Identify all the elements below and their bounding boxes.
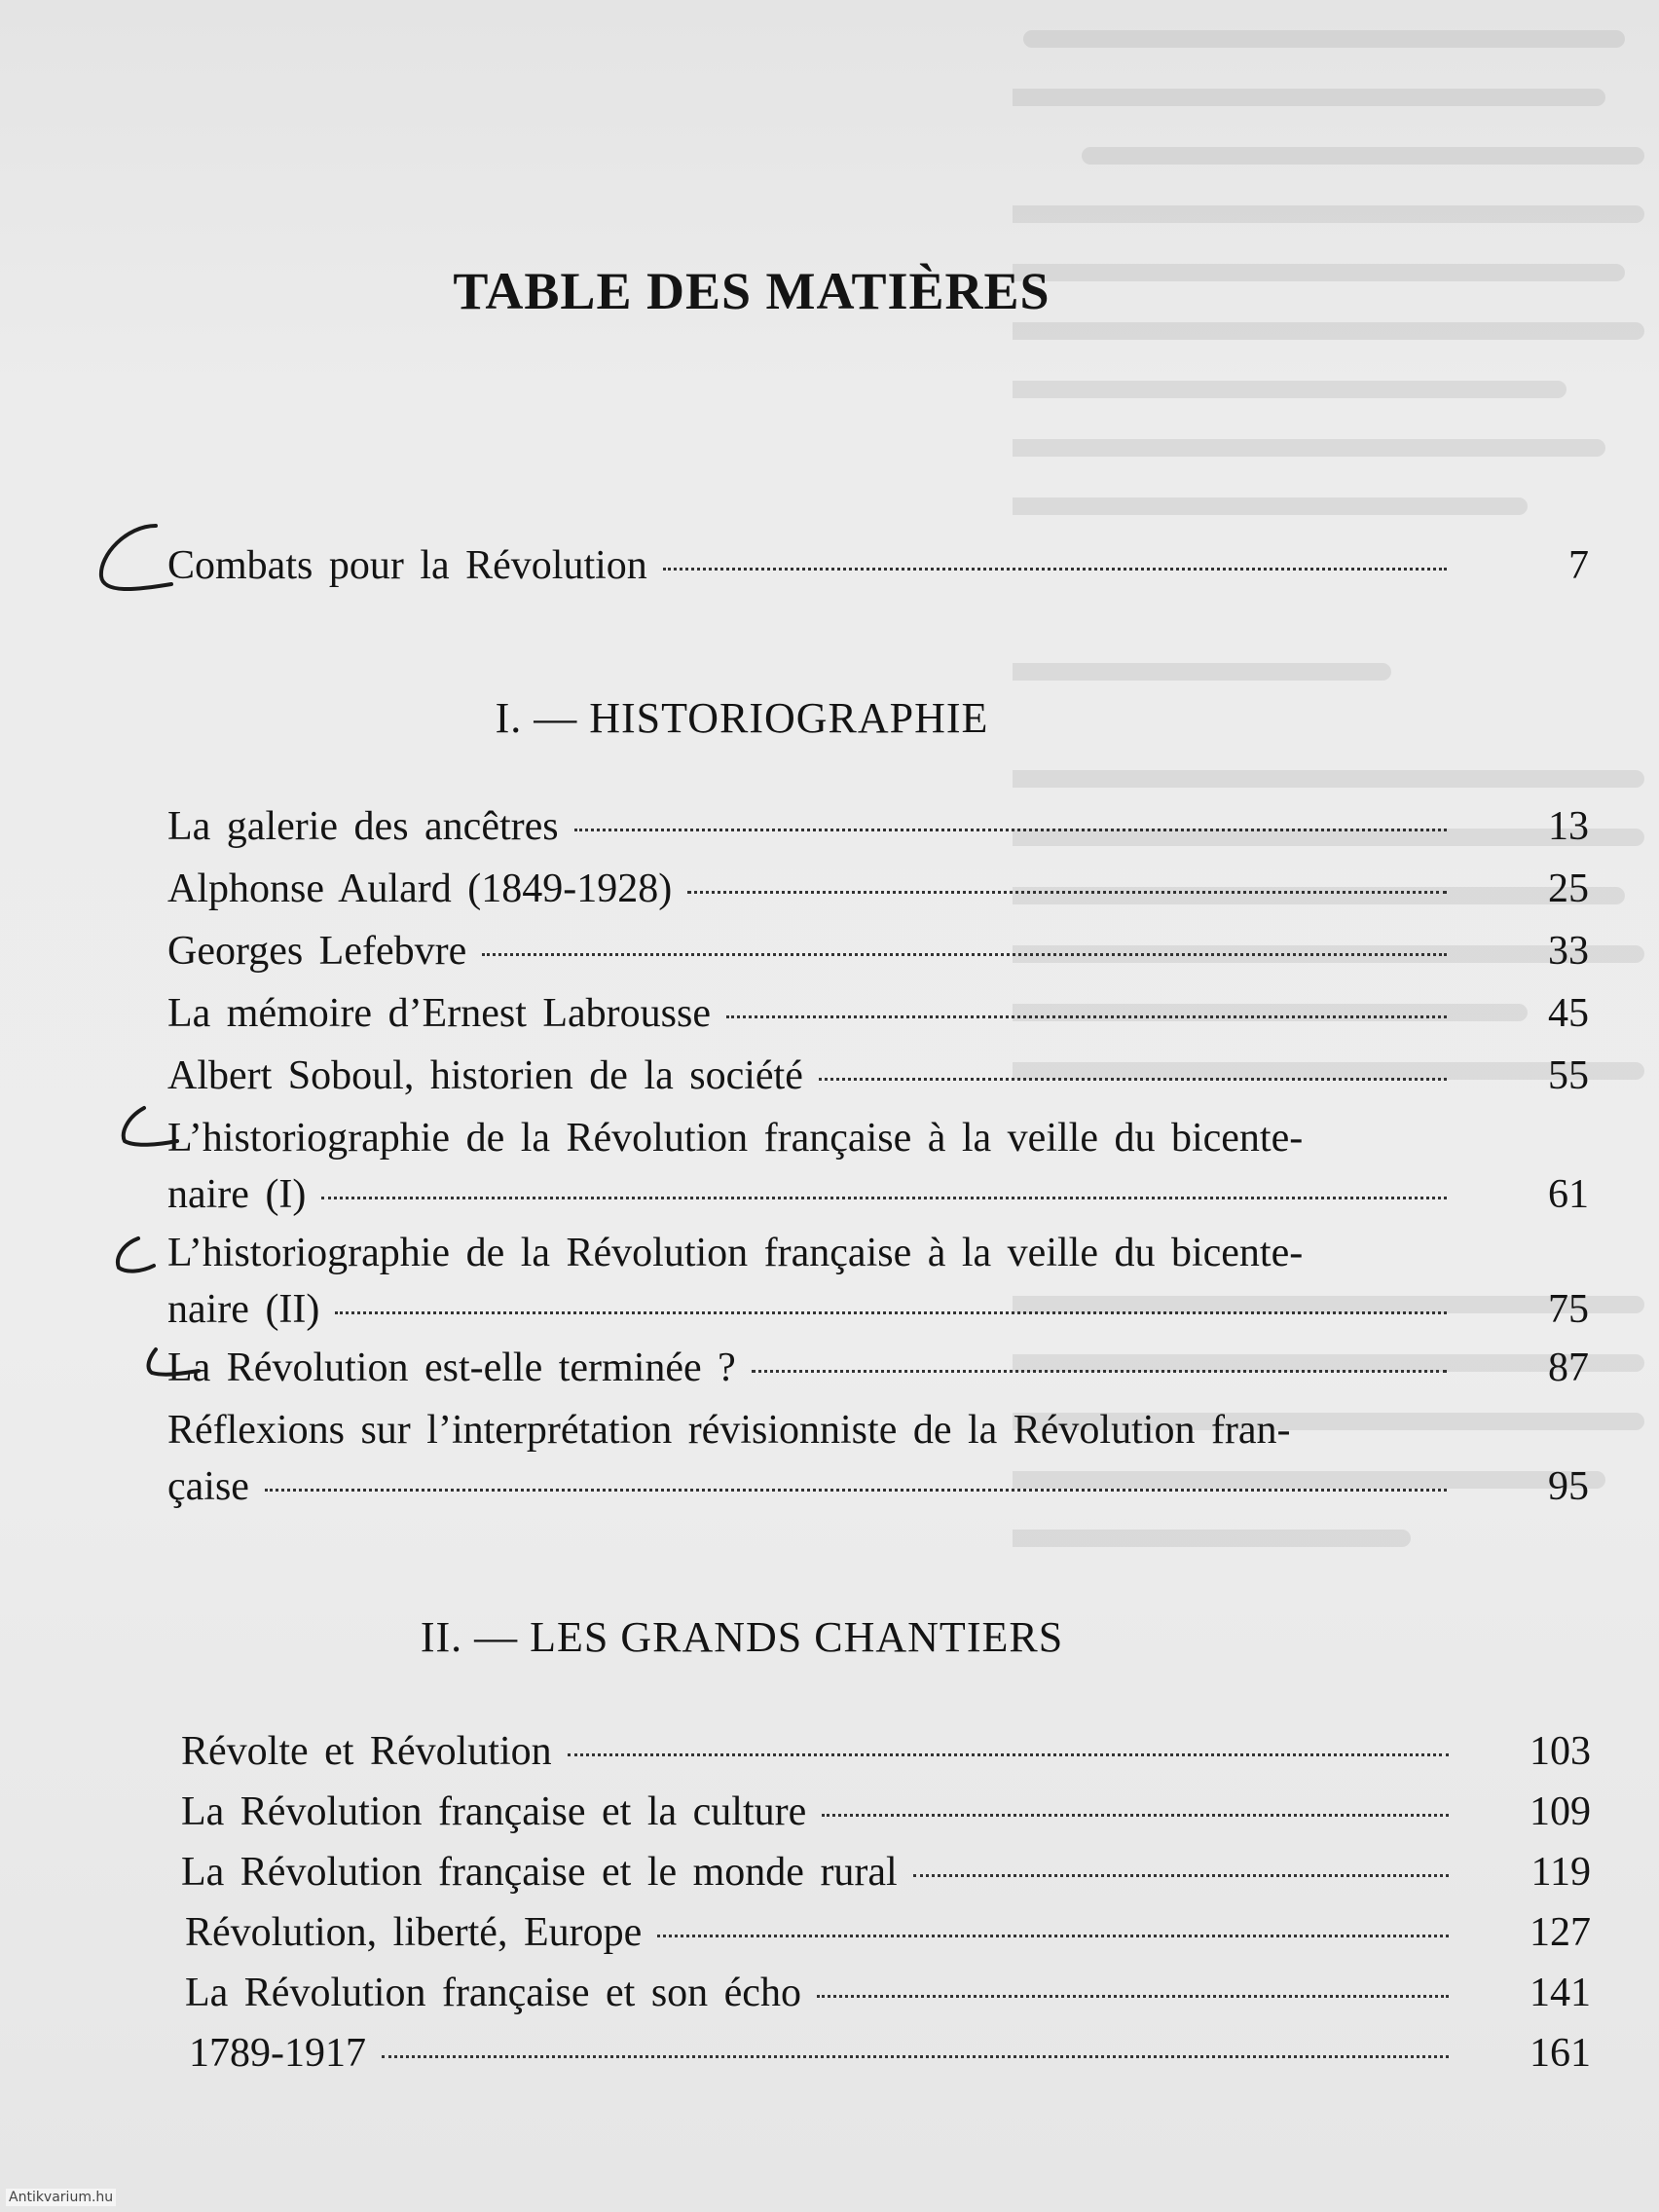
toc-entry-page: 141: [1530, 1971, 1591, 2015]
dot-leader: [822, 1814, 1449, 1817]
toc-entry-label: L’historiographie de la Révolution française à la veille du bicente-: [167, 1116, 1304, 1161]
toc-entry-label-continued: çaise: [167, 1464, 249, 1509]
dot-leader: [657, 1935, 1449, 1937]
dot-leader: [335, 1311, 1447, 1314]
dot-leader: [752, 1370, 1447, 1373]
dot-leader: [687, 891, 1447, 894]
toc-entry-page: 13: [1548, 804, 1589, 849]
toc-entry-page: 7: [1568, 543, 1589, 588]
dot-leader: [574, 829, 1447, 831]
toc-entry-label: Alphonse Aulard (1849-1928): [167, 866, 673, 911]
toc-entry: [167, 861, 1589, 917]
toc-entry-page: 55: [1548, 1053, 1589, 1098]
toc-entry-label: La mémoire d’Ernest Labrousse: [167, 991, 711, 1036]
toc-entry-label: Révolte et Révolution: [181, 1729, 552, 1774]
handwritten-check-mark-icon: [115, 1100, 183, 1159]
toc-entry-page: 161: [1530, 2031, 1591, 2076]
section-heading-grands-chantiers: II. — LES GRANDS CHANTIERS: [420, 1613, 1064, 1661]
toc-entry-label: La Révolution française et son écho: [185, 1971, 801, 2015]
toc-entry-page: 75: [1548, 1287, 1589, 1332]
dot-leader: [663, 568, 1447, 571]
toc-entry: [185, 1904, 1591, 1961]
toc-entry-label: La Révolution est-elle terminée ?: [167, 1346, 736, 1390]
toc-entry-page: 33: [1548, 929, 1589, 974]
toc-entry-page: 45: [1548, 991, 1589, 1036]
toc-entry: [189, 2025, 1591, 2082]
toc-entry: [167, 1048, 1589, 1104]
handwritten-c-mark-icon: [88, 516, 175, 604]
watermark: Antikvarium.hu: [6, 2189, 116, 2206]
toc-entry: [181, 1784, 1591, 1840]
toc-entry: [167, 1340, 1589, 1396]
toc-entry-label: L’historiographie de la Révolution française à la veille du bicente-: [167, 1231, 1304, 1275]
toc-entry: [167, 1225, 1589, 1338]
toc-entry: [167, 923, 1589, 979]
toc-entry: [167, 1110, 1589, 1223]
dot-leader: [321, 1197, 1447, 1199]
dot-leader: [726, 1015, 1447, 1018]
toc-entry-page: 25: [1548, 866, 1589, 911]
toc-entry-label: Combats pour la Révolution: [167, 543, 647, 588]
toc-entry-preface: [167, 537, 1589, 594]
toc-entry-label-continued: naire (II): [167, 1287, 320, 1332]
dot-leader: [568, 1753, 1449, 1756]
toc-entry-label: La Révolution française et le monde rural: [181, 1850, 898, 1895]
toc-entry-label: La galerie des ancêtres: [167, 804, 559, 849]
toc-entry-page: 95: [1548, 1464, 1589, 1509]
toc-entry: [167, 1402, 1589, 1515]
toc-entry-label: Georges Lefebvre: [167, 929, 467, 974]
toc-entry-label: La Révolution française et la culture: [181, 1789, 807, 1834]
toc-entry-label: 1789-1917: [189, 2031, 366, 2076]
handwritten-c-mark-icon: [107, 1233, 166, 1281]
toc-entry: [167, 985, 1589, 1042]
toc-entry: [181, 1844, 1591, 1900]
toc-entry-page: 103: [1530, 1729, 1591, 1774]
page-title: TABLE DES MATIÈRES: [453, 262, 1051, 320]
dot-leader: [819, 1078, 1447, 1081]
dot-leader: [913, 1874, 1449, 1877]
dot-leader: [382, 2055, 1449, 2058]
toc-entry-page: 61: [1548, 1172, 1589, 1217]
dot-leader: [817, 1995, 1449, 1998]
toc-entry: [185, 1965, 1591, 2021]
toc-entry-label: Albert Soboul, historien de la société: [167, 1053, 803, 1098]
toc-entry-page: 119: [1530, 1850, 1591, 1895]
toc-entry-page: 87: [1548, 1346, 1589, 1390]
toc-entry: [181, 1723, 1591, 1780]
toc-entry-label: Réflexions sur l’interprétation révisionniste de la Révolution fran-: [167, 1408, 1291, 1453]
toc-entry-label: Révolution, liberté, Europe: [185, 1910, 643, 1955]
toc-entry-page: 109: [1530, 1789, 1591, 1834]
toc-entry-page: 127: [1530, 1910, 1591, 1955]
dot-leader: [482, 953, 1447, 956]
toc-entry-label-continued: naire (I): [167, 1172, 307, 1217]
dot-leader: [265, 1489, 1447, 1492]
section-heading-historiographie: I. — HISTORIOGRAPHIE: [495, 694, 989, 742]
toc-entry: [167, 798, 1589, 855]
handwritten-check-mark-icon: [138, 1344, 206, 1392]
